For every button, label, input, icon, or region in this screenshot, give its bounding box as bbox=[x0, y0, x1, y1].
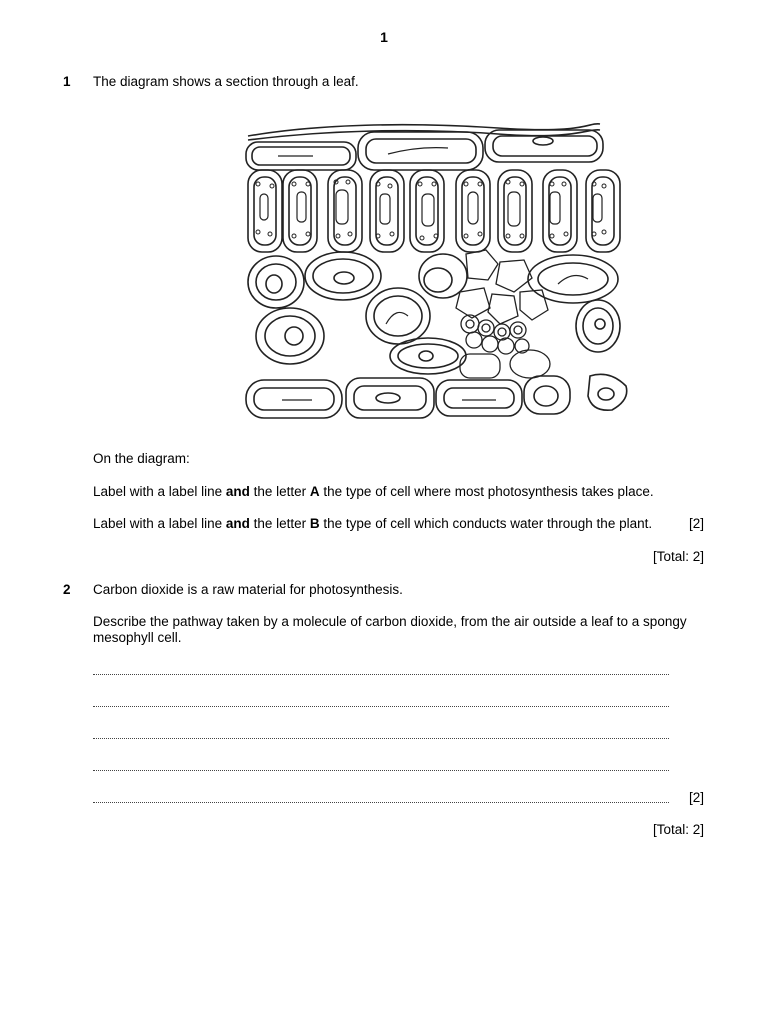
task-a-text: Label with a label line bbox=[93, 484, 226, 499]
question-1-intro: On the diagram: bbox=[93, 451, 190, 466]
question-1-marks: [2] bbox=[688, 516, 704, 531]
question-2-marks: [2] bbox=[688, 790, 704, 805]
question-1-number: 1 bbox=[63, 74, 71, 89]
question-1-task-a bbox=[93, 484, 708, 500]
question-2-stem: Carbon dioxide is a raw material for photosynthesis. bbox=[93, 582, 403, 597]
answer-line[interactable] bbox=[93, 738, 669, 739]
leaf-section-diagram bbox=[238, 114, 638, 426]
task-a-letter: A bbox=[309, 484, 320, 499]
answer-line[interactable] bbox=[93, 674, 669, 675]
question-1-task-b bbox=[93, 516, 683, 532]
task-b-bold-and: and bbox=[225, 516, 250, 531]
task-a-text-mid: the letter bbox=[249, 484, 310, 499]
question-1-total: [Total: 2] bbox=[652, 549, 704, 564]
task-b-text-end: the type of cell which conducts water through the plant. bbox=[319, 516, 653, 531]
task-a-bold-and: and bbox=[225, 484, 250, 499]
question-2-prompt: Describe the pathway taken by a molecule of carbon dioxide, from the air outside a leaf to a spongy mesophyll cell. bbox=[93, 614, 687, 645]
answer-line[interactable] bbox=[93, 770, 669, 771]
task-b-text-mid: the letter bbox=[249, 516, 310, 531]
answer-line[interactable] bbox=[93, 802, 669, 803]
question-2-total: [Total: 2] bbox=[652, 822, 704, 837]
question-1-stem: The diagram shows a section through a leaf. bbox=[93, 74, 359, 89]
answer-line[interactable] bbox=[93, 706, 669, 707]
page-number: 1 bbox=[380, 29, 388, 45]
task-b-letter: B bbox=[309, 516, 320, 531]
question-2-number: 2 bbox=[63, 582, 71, 597]
task-a-text-end: the type of cell where most photosynthesis takes place. bbox=[319, 484, 654, 499]
task-b-text: Label with a label line bbox=[93, 516, 226, 531]
